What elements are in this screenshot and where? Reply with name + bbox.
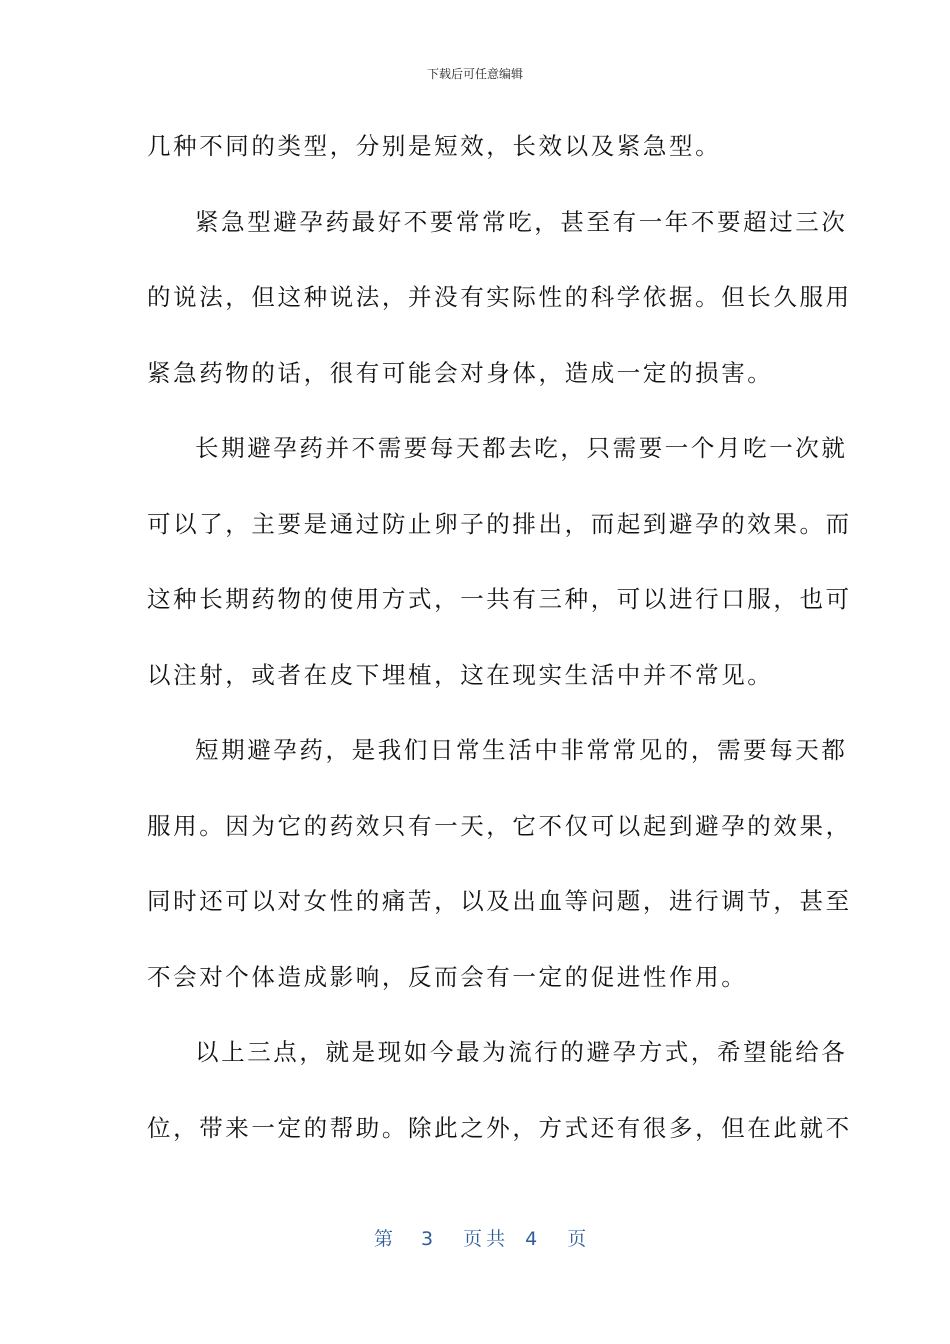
text-line: 服用。因为它的药效只有一天，它不仅可以起到避孕的效果， <box>147 811 852 840</box>
text-line: 几种不同的类型，分别是短效，长效以及紧急型。 <box>147 132 722 160</box>
total-prefix: 共 <box>486 1228 506 1250</box>
paragraph-start-line: 长期避孕药并不需要每天都去吃，只需要一个月吃一次就 <box>195 434 848 462</box>
paragraph-start-line: 短期避孕药，是我们日常生活中非常常见的，需要每天都 <box>195 736 848 764</box>
text-line: 以注射，或者在皮下埋植，这在现实生活中并不常见。 <box>147 660 774 689</box>
current-page-number: 3 <box>421 1228 434 1250</box>
page-footer <box>374 1225 586 1253</box>
text-line: 位，带来一定的帮助。除此之外，方式还有很多，但在此就不 <box>147 1113 852 1142</box>
text-line: 不会对个体造成影响，反而会有一定的促进性作用。 <box>147 962 748 991</box>
text-line: 的说法，但这种说法，并没有实际性的科学依据。但长久服用 <box>147 283 852 311</box>
total-label: 页 <box>567 1228 587 1250</box>
total-pages-number: 4 <box>525 1228 538 1250</box>
text-line: 同时还可以对女性的痛苦，以及出血等问题，进行调节，甚至 <box>147 887 852 915</box>
header-note: 下载后可任意编辑 <box>426 67 523 81</box>
text-line: 这种长期药物的使用方式，一共有三种，可以进行口服，也可 <box>147 585 852 613</box>
paragraph-start-line: 以上三点，就是现如今最为流行的避孕方式，希望能给各 <box>195 1038 848 1066</box>
page-prefix: 第 <box>374 1228 394 1250</box>
text-line: 紧急药物的话，很有可能会对身体，造成一定的损害。 <box>147 358 774 387</box>
document-body <box>147 122 852 1179</box>
page-label: 页 <box>463 1228 483 1250</box>
paragraph-start-line: 紧急型避孕药最好不要常常吃，甚至有一年不要超过三次 <box>195 207 848 236</box>
text-line: 可以了，主要是通过防止卵子的排出，而起到避孕的效果。而 <box>147 509 852 538</box>
